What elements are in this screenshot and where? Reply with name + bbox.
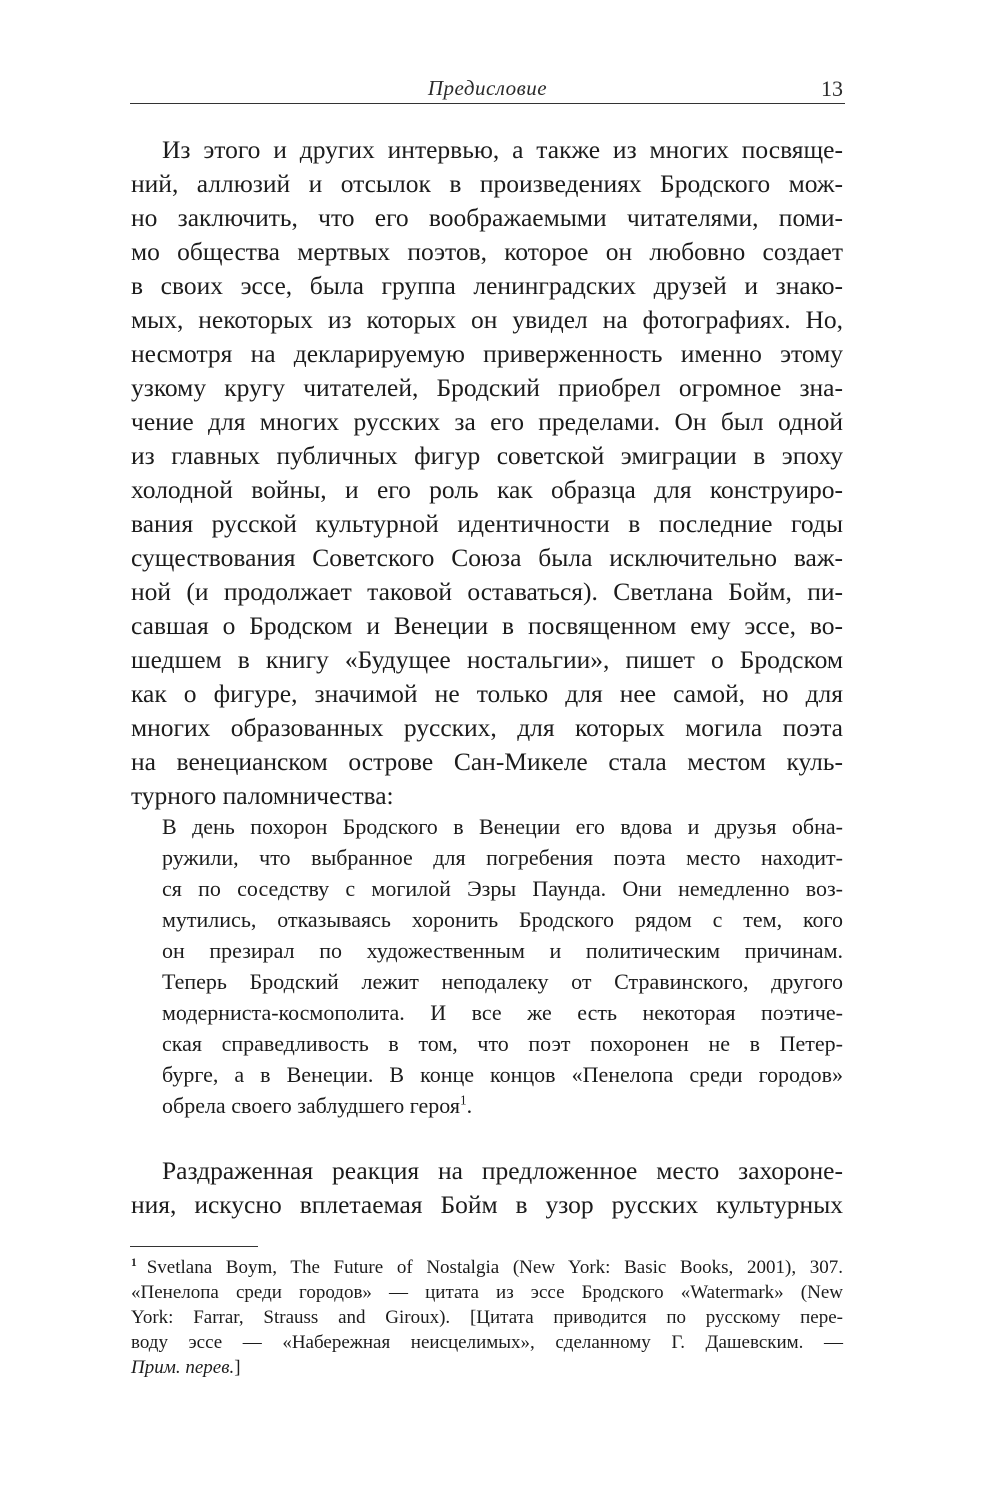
running-title: Предисловие: [427, 76, 548, 100]
footnote-line: [131, 1255, 843, 1280]
text-line: мо общества мертвых поэтов, которое он любовно создает: [131, 237, 843, 266]
quote-line: он презирал по художественным и политическим причинам.: [162, 938, 843, 963]
text-line: турного паломничества:: [131, 781, 394, 810]
text-line: мых, некоторых из которых он увидел на фотографиях. Но,: [131, 305, 843, 334]
quote-end-punctuation: .: [466, 1093, 473, 1118]
quote-line: В день похорон Бродского в Венеции его вдова и друзья обна-: [162, 814, 843, 839]
quote-line: бурге, а в Венеции. В конце концов «Пенелопа среди городов»: [162, 1062, 843, 1087]
text-line: узкому кругу читателей, Бродский приобрел огромное зна-: [131, 373, 843, 402]
quote-line: ся по соседству с могилой Эзры Паунда. Они немедленно воз-: [162, 876, 843, 901]
text-line: на венецианском острове Сан-Микеле стала местом куль-: [131, 747, 843, 776]
text-line: савшая о Бродском и Венеции в посвященном ему эссе, во-: [131, 611, 843, 640]
text-line: ной (и продолжает таковой оставаться). Светлана Бойм, пи-: [131, 577, 843, 606]
text-line: как о фигуре, значимой не только для нее самой, но для: [131, 679, 843, 708]
footnote-rule: [130, 1246, 258, 1247]
text-line: вания русской культурной идентичности в последние годы: [131, 509, 843, 538]
footnote-line: [131, 1355, 843, 1380]
text-line: в своих эссе, была группа ленинградских друзей и знако-: [131, 271, 843, 300]
quote-last-text: обрела своего заблудшего героя: [162, 1093, 460, 1118]
running-header: [130, 76, 845, 102]
text-line: Раздраженная реакция на предложенное место захороне-: [162, 1156, 843, 1185]
text-line: но заключить, что его воображаемыми читателями, поми-: [131, 203, 843, 232]
quote-line: ружили, что выбранное для погребения поэта место находит-: [162, 845, 843, 870]
footnote-italic-note: Прим. перев.: [131, 1357, 235, 1378]
text-line: ния, искусно вплетаемая Бойм в узор русских культурных: [131, 1190, 843, 1219]
footnote-closing-bracket: ]: [234, 1357, 241, 1378]
footnote-line: «Пенелопа среди городов» — цитата из эссе Бродского «Watermark» (New: [131, 1282, 843, 1303]
text-line: многих образованных русских, для которых могила поэта: [131, 713, 843, 742]
footnote-text: Svetlana Boym, The Future of Nostalgia (New York: Basic Books, 2001), 307.: [146, 1257, 843, 1278]
text-line: из главных публичных фигур советской эмиграции в эпоху: [131, 441, 843, 470]
text-line: шедшем в книгу «Будущее ностальгии», пишет о Бродском: [131, 645, 843, 674]
text-line: существования Советского Союза была исключительно важ-: [131, 543, 843, 572]
quote-line: модерниста-космополита. И все же есть некоторая поэтиче-: [162, 1000, 843, 1025]
footnote-marker: 1: [131, 1256, 137, 1269]
quote-line: Теперь Бродский лежит неподалеку от Стравинского, другого: [162, 969, 843, 994]
text-line: ний, аллюзий и отсылок в произведениях Бродского мож-: [131, 169, 843, 198]
header-rule: [130, 103, 845, 104]
page-number: 13: [821, 76, 843, 101]
footnote-line: воду эссе — «Набережная неисцелимых», сделанному Г. Дашевским. —: [131, 1332, 843, 1353]
footnote-reference[interactable]: 1: [459, 1092, 467, 1108]
text-line: несмотря на декларируемую приверженность именно этому: [131, 339, 843, 368]
quote-line: мутились, отказываясь хоронить Бродского рядом с тем, кого: [162, 907, 843, 932]
footnote-line: York: Farrar, Strauss and Giroux). [Цитата приводится по русскому пере-: [131, 1307, 843, 1328]
text-line: Из этого и других интервью, а также из многих посвяще-: [162, 135, 843, 164]
text-line: холодной войны, и его роль как образца для конструиро-: [131, 475, 843, 504]
quote-line: ская справедливость в том, что поэт похоронен не в Петер-: [162, 1031, 843, 1056]
text-line: чение для многих русских за его пределами. Он был одной: [131, 407, 843, 436]
quote-line: [162, 1091, 843, 1121]
